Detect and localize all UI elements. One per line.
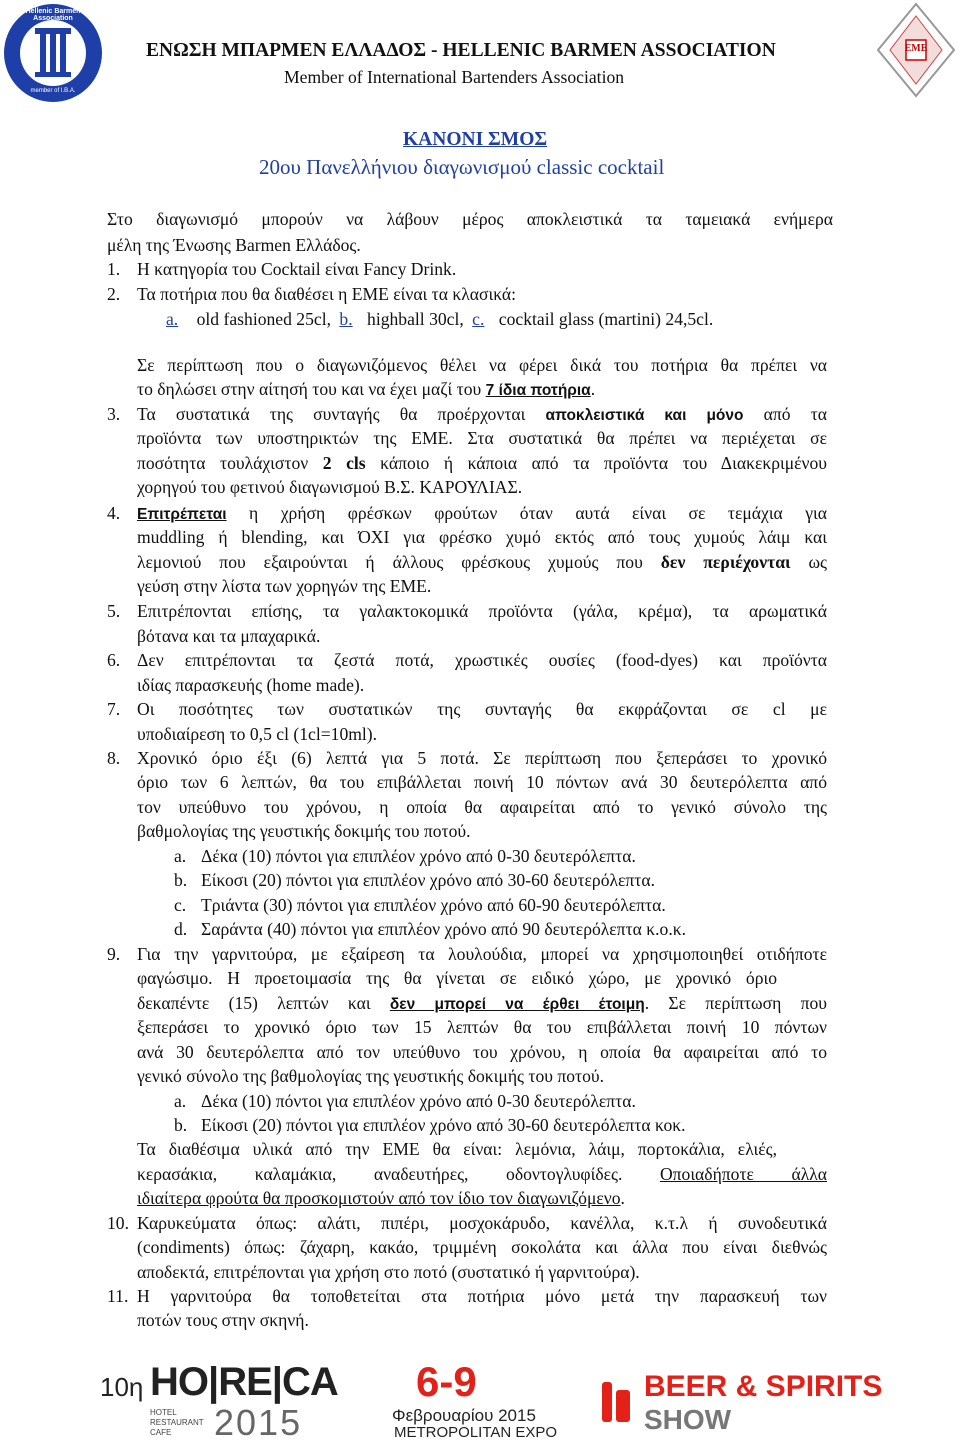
rule-3-amount: 2 cls [322,453,366,473]
rule-5-number: 5. [107,601,121,621]
rule-8-a-letter: a. [174,846,187,866]
rule-10-number: 10. [107,1213,129,1233]
rule-2-para-2a: το δηλώσει στην αίτησή του και να έχει μαζί του [137,379,486,399]
rule-3-line-1a: Τα συστατικά της συνταγής θα προέρχονται [137,404,546,424]
rule-11-line-1: Η γαρνιτούρα θα τοποθετείται στα ποτήρια μόνο μετά την παρασκευή των [137,1286,827,1306]
horeca-sub-1: HOTEL [150,1408,177,1417]
rule-4-line-1b: η χρήση φρέσκων φρούτων όταν αυτά είναι σε τεμάχια για [226,503,827,523]
rule-9-any-other: Οποιαδήποτε άλλα [659,1164,827,1184]
rule-9-line-3 [137,991,827,1017]
beer-spirits-logo [598,1362,898,1440]
glass-a-letter: a. [166,309,179,329]
rule-4-not-included: δεν περιέχονται [660,552,791,572]
rule-3-line-2a: προϊόντα των υποστηρικτών της ΕΜΕ. [137,428,468,448]
rule-5-line-1: Επιτρέπονται επίσης, τα γαλακτοκομικά προϊόντα (γάλα, κρέμα), τα αρωματικά [137,601,827,621]
rule-11-line-2: ποτών τους στην σκηνή. [137,1310,309,1330]
rule-9-not-ready: δεν μπορεί να έρθει έτοιμη [389,996,645,1013]
rule-1-number: 1. [107,259,121,279]
rule-9-para-3 [137,1186,625,1210]
rule-8-line-3: τον υπεύθυνο του χρόνου, η οποία θα αφαιρείται από το γενικό σύνολο της [137,797,827,817]
rule-6-line-2: ιδίας παρασκευής (home made). [137,675,365,695]
rule-9-para-2 [137,1162,827,1186]
horeca-prefix: 10η [100,1372,144,1402]
rule-9-para-1: Τα διαθέσιμα υλικά από την ΕΜΕ θα είναι: λεμόνια, λάιμ, πορτοκάλια, ελιές, [137,1139,777,1159]
rule-8-line-4: βαθμολογίας της γευστικής δοκιμής του ποτού. [137,821,471,841]
beer-spirits-title: BEER & SPIRITS [644,1370,883,1403]
rule-10-line-1: Καρυκεύματα όπως: αλάτι, πιπέρι, μοσχοκάρυδο, κανέλλα, κ.τ.λ ή συνοδευτικά [137,1213,827,1233]
rule-9-line-6: γενικό σύνολο της βαθμολογίας της γευστικής δοκιμής του ποτού. [137,1066,605,1086]
rule-9-b-letter: b. [174,1115,188,1135]
logo-hba-small: member of I.B.A. [30,88,76,94]
rule-9-line-3c: . Σε περίπτωση που [644,993,828,1013]
rule-4-line-3c: ως [790,552,827,572]
beer-spirits-icon [598,1376,634,1424]
rule-3-line-3c: κάποιο ή κάποια από τα προϊόντα του Διακεκριμένου [365,453,827,473]
horeca-month: Φεβρουαρίου 2015 [392,1406,536,1425]
rule-9-line-2: φαγώσιμο. Η προετοιμασία της θα γίνεται σε ειδικό χώρο, με χρονικό όριο [137,968,777,988]
rule-4-line-4: γεύση στην λίστα των χορηγών της ΕΜΕ. [137,576,432,596]
rule-4-number: 4. [107,503,121,523]
rule-3-line-1c: από τα [743,404,827,424]
rule-10-line-2: (condiments) όπως: ζάχαρη, κακάο, τριμμένη σοκολάτα και άλλα που είναι διεθνώς [137,1237,827,1257]
rule-9-line-1: Για την γαρνιτούρα, με εξαίρεση τα λουλούδια, μπορεί να χρησιμοποιηθεί οτιδήποτε [137,944,827,964]
rule-2-text: Τα ποτήρια που θα διαθέσει η ΕΜΕ είναι τα κλασικά: [137,284,517,304]
rule-9-a-letter: a. [174,1091,187,1111]
horeca-sub-3: CAFE [150,1428,172,1437]
rule-8-c-text: Τριάντα (30) πόντοι για επιπλέον χρόνο από 60-90 δευτερόλεπτα. [201,895,666,915]
rule-8-line-1: Χρονικό όριο έξι (6) λεπτά για 5 ποτά. Σε περίπτωση που ξεπεράσει το χρονικό [137,748,827,768]
rule-9-number: 9. [107,944,121,964]
logo-hba-text: Hellenic Barmen Association [25,8,81,22]
rule-8-c-letter: c. [174,895,187,915]
rule-2-number: 2. [107,284,121,304]
rule-4-allowed: Επιτρέπεται [137,506,227,523]
glass-c-text: cocktail glass (martini) 24,5cl. [498,309,714,329]
rule-9-line-5: ανά 30 δευτερόλεπτα από τον υπεύθυνο του χρόνου, η οποία θα αφαιρείται από το [137,1042,827,1062]
rule-3-number: 3. [107,404,121,424]
rule-3-line-2 [137,426,827,450]
rule-3-line-4: χορηγού του φετινού διαγωνισμού Β.Σ. ΚΑΡΟΥΛΙΑΣ. [137,477,523,497]
glass-a-text: old fashioned 25cl, [196,309,331,329]
rule-4-line-1 [137,501,827,527]
rule-2-seven-glasses: 7 ίδια ποτήρια [485,382,591,399]
rule-9-a-text: Δέκα (10) πόντοι για επιπλέον χρόνο από 0-30 δευτερόλεπτα. [201,1091,636,1111]
rule-4-line-3a: λεμονιού που εξαιρούνται ή άλλους φρέσκους χυμούς που [137,552,661,572]
doc-subtitle: 20ου Πανελλήνιου διαγωνισμού classic cocktail [259,155,665,179]
rule-3-line-1 [137,402,827,428]
rule-4-line-3 [137,550,827,574]
rule-8-number: 8. [107,748,121,768]
rule-4-line-2: muddling ή blending, και ΌΧΙ για φρέσκο χυμό εκτός από τους χυμούς λάιμ και [137,527,827,547]
rule-8-d-letter: d. [174,919,188,939]
rule-2-para-2c: . [590,379,596,399]
rule-5-line-2: βότανα και τα μπαχαρικά. [137,626,321,646]
rule-7-line-1: Οι ποσότητες των συστατικών της συνταγής θα εκφράζονται σε cl με [137,699,827,719]
rule-10-line-3: αποδεκτά, επιτρέπονται για χρήση στο ποτό (συστατικό ή γαρνιτούρα). [137,1262,640,1282]
rule-11-number: 11. [107,1286,129,1306]
intro-line-2: μέλη της Ένωσης Barmen Ελλάδος. [107,235,361,255]
glass-c-letter: c. [472,309,485,329]
rule-3-exclusively: αποκλειστικά και μόνο [545,407,744,424]
horeca-dates: 6-9 [416,1358,477,1405]
rule-9-b-text: Είκοσι (20) πόντοι για επιπλέον χρόνο από 30-60 δευτερόλεπτα κοκ. [201,1115,686,1135]
rule-8-d-text: Σαράντα (40) πόντοι για επιπλέον χρόνο από 90 δευτερόλεπτα κ.ο.κ. [201,919,686,939]
beer-spirits-show: SHOW [644,1404,732,1435]
rule-3-line-2b: Στα συστατικά θα πρέπει να περιέχεται σε [467,428,828,448]
horeca-sub-2: RESTAURANT [150,1418,204,1427]
logo-hba [2,2,104,104]
rule-8-b-letter: b. [174,870,188,890]
rule-8-a-text: Δέκα (10) πόντοι για επιπλέον χρόνο από 0-30 δευτερόλεπτα. [201,846,636,866]
glass-b-letter: b. [339,309,353,329]
rule-9-line-3a: δεκαπέντε (15) λεπτών και [137,993,390,1013]
rule-9-para-3b: . [620,1188,625,1208]
rule-9-line-4: ξεπεράσει το χρονικό όριο των 15 λεπτών θα του επιβάλλεται ποινή 10 πόντων [137,1017,827,1037]
logo-eme [876,2,956,98]
rule-1-text: Η κατηγορία του Cocktail είναι Fancy Drink. [137,259,457,279]
org-name: ΕΝΩΣΗ ΜΠΑΡΜΕΝ ΕΛΛΑΔΟΣ - HELLENIC BARMEN ASSOCIATION [146,40,776,61]
rule-7-line-2: υποδιαίρεση το 0,5 cl (1cl=10ml). [137,724,378,744]
rule-7-number: 7. [107,699,121,719]
rule-9-para-2a: κερασάκια, καλαμάκια, αναδευτήρες, οδοντογλυφίδες. [137,1164,660,1184]
rule-8-b-text: Είκοσι (20) πόντοι για επιπλέον χρόνο από 30-60 δευτερόλεπτα. [201,870,655,890]
rule-6-number: 6. [107,650,121,670]
rule-8-line-2: όριο των 6 λεπτών, θα του επιβάλλεται ποινή 10 πόντων ανά 30 δευτερόλεπτα από [137,772,827,792]
glass-b-text: highball 30cl, [367,309,464,329]
intro-line-1: Στο διαγωνισμό μπορούν να λάβουν μέρος αποκλειστικά τα ταμειακά ενήμερα [107,209,833,229]
logo-eme-text: ΕΜΕ [904,43,928,54]
rule-2-glasses [166,307,713,331]
rule-3-line-3 [137,451,827,475]
horeca-banner [96,1358,576,1442]
rule-9-para-3a: ιδιαίτερα φρούτα θα προσκομιστούν από τον ίδιο τον διαγωνιζόμενο [137,1188,621,1208]
doc-title: ΚΑΝΟΝΙ ΣΜΟΣ [403,129,548,150]
rule-6-line-1: Δεν επιτρέπονται τα ζεστά ποτά, χρωστικές ουσίες (food-dyes) και προϊόντα [137,650,827,670]
horeca-year: 2015 [214,1402,303,1443]
rule-3-line-3a: ποσότητα τουλάχιστον [137,453,323,473]
horeca-word: HO|RE|CA [150,1360,338,1404]
horeca-venue: METROPOLITAN EXPO [394,1424,558,1441]
member-line: Member of International Bartenders Association [284,67,625,87]
rule-2-para-1: Σε περίπτωση που ο διαγωνιζόμενος θέλει να φέρει δικά του ποτήρια θα πρέπει να [137,355,827,375]
rule-2-para-2 [137,377,595,403]
